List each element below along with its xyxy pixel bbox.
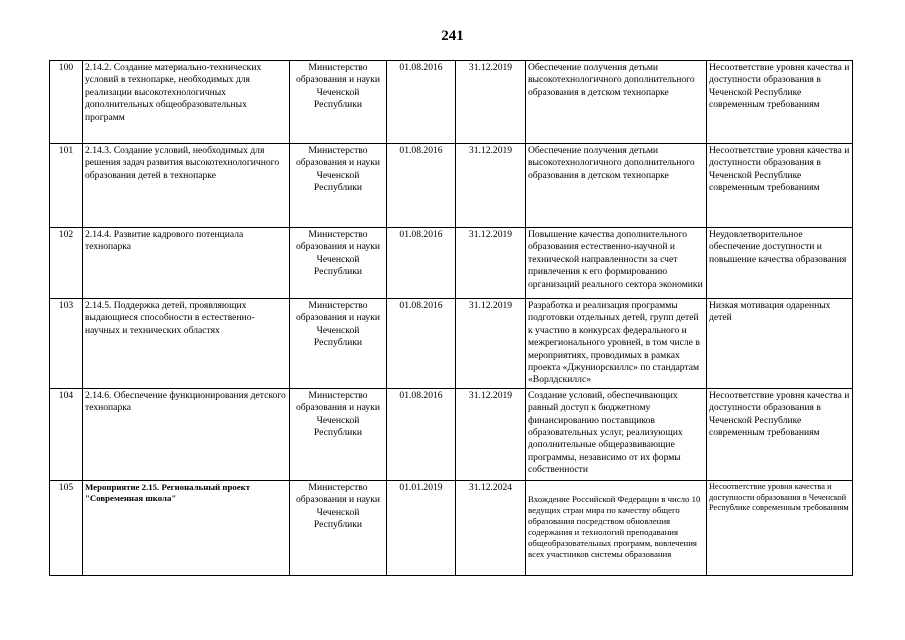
expected-result: Разработка и реализация программы подготовки отдельных детей, групп детей к участию в конкурсах федерального и межрегионального уровней, в том числе в мероприятиях, проводимых в рамках проекта «Джуниорскиллс» по стандартам «Ворлдскиллс»	[526, 299, 707, 389]
expected-result: Обеспечение получения детьми высокотехнологичного дополнительного образования в детском технопарке	[526, 144, 707, 228]
start-date: 01.08.2016	[387, 299, 456, 389]
page-number: 241	[441, 28, 464, 44]
row-number: 101	[50, 144, 83, 228]
table-row	[50, 388, 853, 480]
responsible-org: Министерство образования и науки Чеченской Республики	[290, 299, 387, 389]
consequence: Несоответствие уровня качества и доступности образования в Чеченской Республике современным требованиям	[707, 61, 853, 144]
start-date: 01.01.2019	[387, 480, 456, 575]
row-number: 100	[50, 61, 83, 144]
expected-result: Вхождение Российской Федерации в число 10 ведущих стран мира по качеству общего образования посредством обновления содержания и технологий преподавания общеобразовательных программ, вовлечения всех участников системы образования	[526, 480, 707, 575]
row-number: 102	[50, 228, 83, 299]
end-date: 31.12.2019	[456, 299, 526, 389]
table-row	[50, 228, 853, 299]
consequence: Несоответствие уровня качества и доступности образования в Чеченской Республике современным требованиям	[707, 480, 853, 575]
table-row	[50, 61, 853, 144]
responsible-org: Министерство образования и науки Чеченской Республики	[290, 388, 387, 480]
row-number: 104	[50, 388, 83, 480]
end-date: 31.12.2019	[456, 228, 526, 299]
start-date: 01.08.2016	[387, 61, 456, 144]
expected-result: Повышение качества дополнительного образования естественно-научной и технической направленности за счет привлечения к его формированию организаций реального сектора экономики	[526, 228, 707, 299]
activity-name: 2.14.4. Развитие кадрового потенциала технопарка	[83, 228, 290, 299]
start-date: 01.08.2016	[387, 388, 456, 480]
responsible-org: Министерство образования и науки Чеченской Республики	[290, 228, 387, 299]
end-date: 31.12.2019	[456, 388, 526, 480]
expected-result: Обеспечение получения детьми высокотехнологичного дополнительного образования в детском технопарке	[526, 61, 707, 144]
activity-name: 2.14.2. Создание материально-технических условий в технопарке, необходимых для реализации высокотехнологичных дополнительных общеобразовательных программ	[83, 61, 290, 144]
start-date: 01.08.2016	[387, 228, 456, 299]
table-row	[50, 299, 853, 389]
consequence: Неудовлетворительное обеспечение доступности и повышение качества образования	[707, 228, 853, 299]
activities-table	[49, 60, 853, 576]
start-date: 01.08.2016	[387, 144, 456, 228]
end-date: 31.12.2019	[456, 61, 526, 144]
responsible-org: Министерство образования и науки Чеченской Республики	[290, 61, 387, 144]
row-number: 103	[50, 299, 83, 389]
activity-name: Мероприятие 2.15. Региональный проект "Современная школа"	[83, 480, 290, 575]
table-row	[50, 480, 853, 575]
row-number: 105	[50, 480, 83, 575]
activity-name: 2.14.5. Поддержка детей, проявляющих выдающиеся способности в естественно-научных и технических областях	[83, 299, 290, 389]
end-date: 31.12.2019	[456, 144, 526, 228]
activity-name: 2.14.3. Создание условий, необходимых для решения задач развития высокотехнологичного образования детей в технопарке	[83, 144, 290, 228]
table-row	[50, 144, 853, 228]
consequence: Низкая мотивация одаренных детей	[707, 299, 853, 389]
consequence: Несоответствие уровня качества и доступности образования в Чеченской Республике современным требованиям	[707, 144, 853, 228]
activity-name: 2.14.6. Обеспечение функционирования детского технопарка	[83, 388, 290, 480]
end-date: 31.12.2024	[456, 480, 526, 575]
responsible-org: Министерство образования и науки Чеченской Республики	[290, 480, 387, 575]
consequence: Несоответствие уровня качества и доступности образования в Чеченской Республике современным требованиям	[707, 388, 853, 480]
responsible-org: Министерство образования и науки Чеченской Республики	[290, 144, 387, 228]
expected-result: Создание условий, обеспечивающих равный доступ к бюджетному финансированию поставщиков образовательных услуг, реализующих дополнительные общеразвивающие программы, независимо от их формы собственности	[526, 388, 707, 480]
